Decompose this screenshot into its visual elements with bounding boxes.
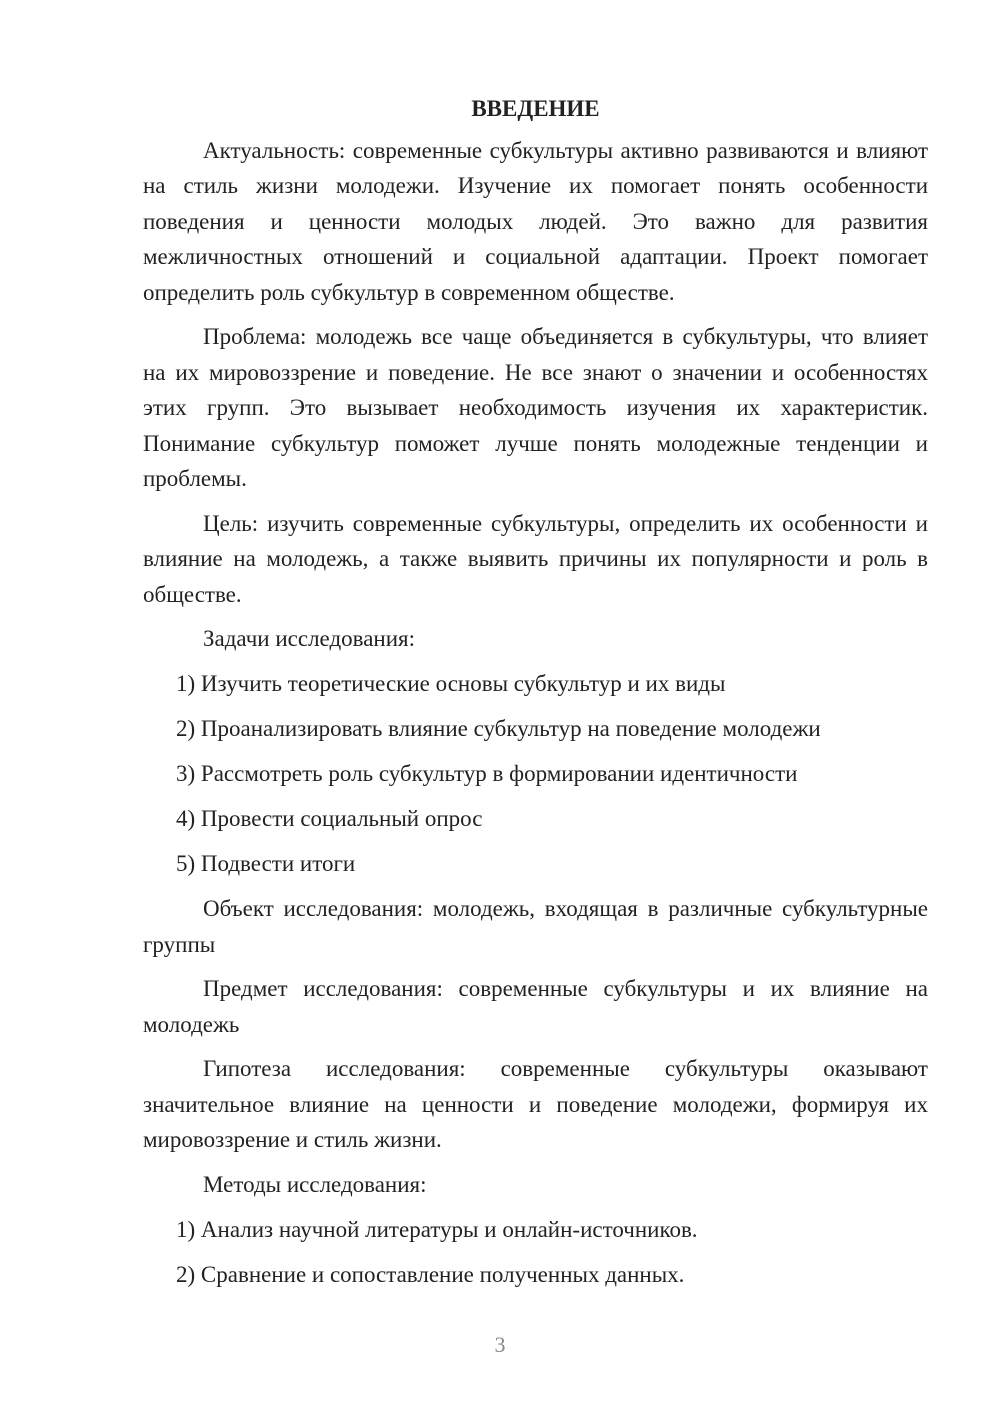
hypothesis-paragraph: Гипотеза исследования: современные субкультуры оказывают значительное влияние на ценности и поведение молодежи, формируя их мировоззрение и стиль жизни. — [143, 1056, 928, 1152]
tasks-list — [143, 666, 928, 882]
relevance-paragraph: Актуальность: современные субкультуры активно развиваются и влияют на стиль жизни молодежи. Изучение их помогает понять особенности поведения и ценности молодых людей. Это важно для развития межличностных отношений и социальной адаптации. Проект помогает определить роль субкультур в современном обществе. — [143, 137, 928, 305]
problem-paragraph: Проблема: молодежь все чаще объединяется в субкультуры, что влияет на их мировоззрение и поведение. Не все знают о значении и особенностях этих групп. Это вызывает необходимость изучения их характеристик. Понимание субкультур поможет лучше понять молодежные тенденции и проблемы. — [143, 324, 928, 491]
task-item: 1) Изучить теоретические основы субкультур и их виды — [176, 671, 726, 696]
method-item: 2) Сравнение и сопоставление полученных данных. — [176, 1261, 685, 1287]
section-title: ВВЕДЕНИЕ — [471, 96, 600, 121]
task-item: 4) Провести социальный опрос — [176, 806, 483, 831]
method-item: 1) Анализ научной литературы и онлайн-источников. — [176, 1216, 698, 1242]
task-item: 5) Подвести итоги — [176, 851, 356, 876]
methods-list — [143, 1212, 928, 1293]
goal-paragraph: Цель: изучить современные субкультуры, определить их особенности и влияние на молодежь, а также выявить причины их популярности и роль в обществе. — [143, 510, 928, 607]
object-paragraph: Объект исследования: молодежь, входящая в различные субкультурные группы — [143, 896, 928, 957]
subject-paragraph: Предмет исследования: современные субкультуры и их влияние на молодежь — [143, 976, 928, 1037]
tasks-heading: Задачи исследования: — [203, 626, 416, 651]
methods-heading: Методы исследования: — [203, 1171, 427, 1197]
task-item: 2) Проанализировать влияние субкультур на поведение молодежи — [176, 716, 821, 741]
document-page — [143, 91, 928, 1302]
task-item: 3) Рассмотреть роль субкультур в формировании идентичности — [176, 761, 798, 786]
page-number: 3 — [494, 1332, 506, 1357]
